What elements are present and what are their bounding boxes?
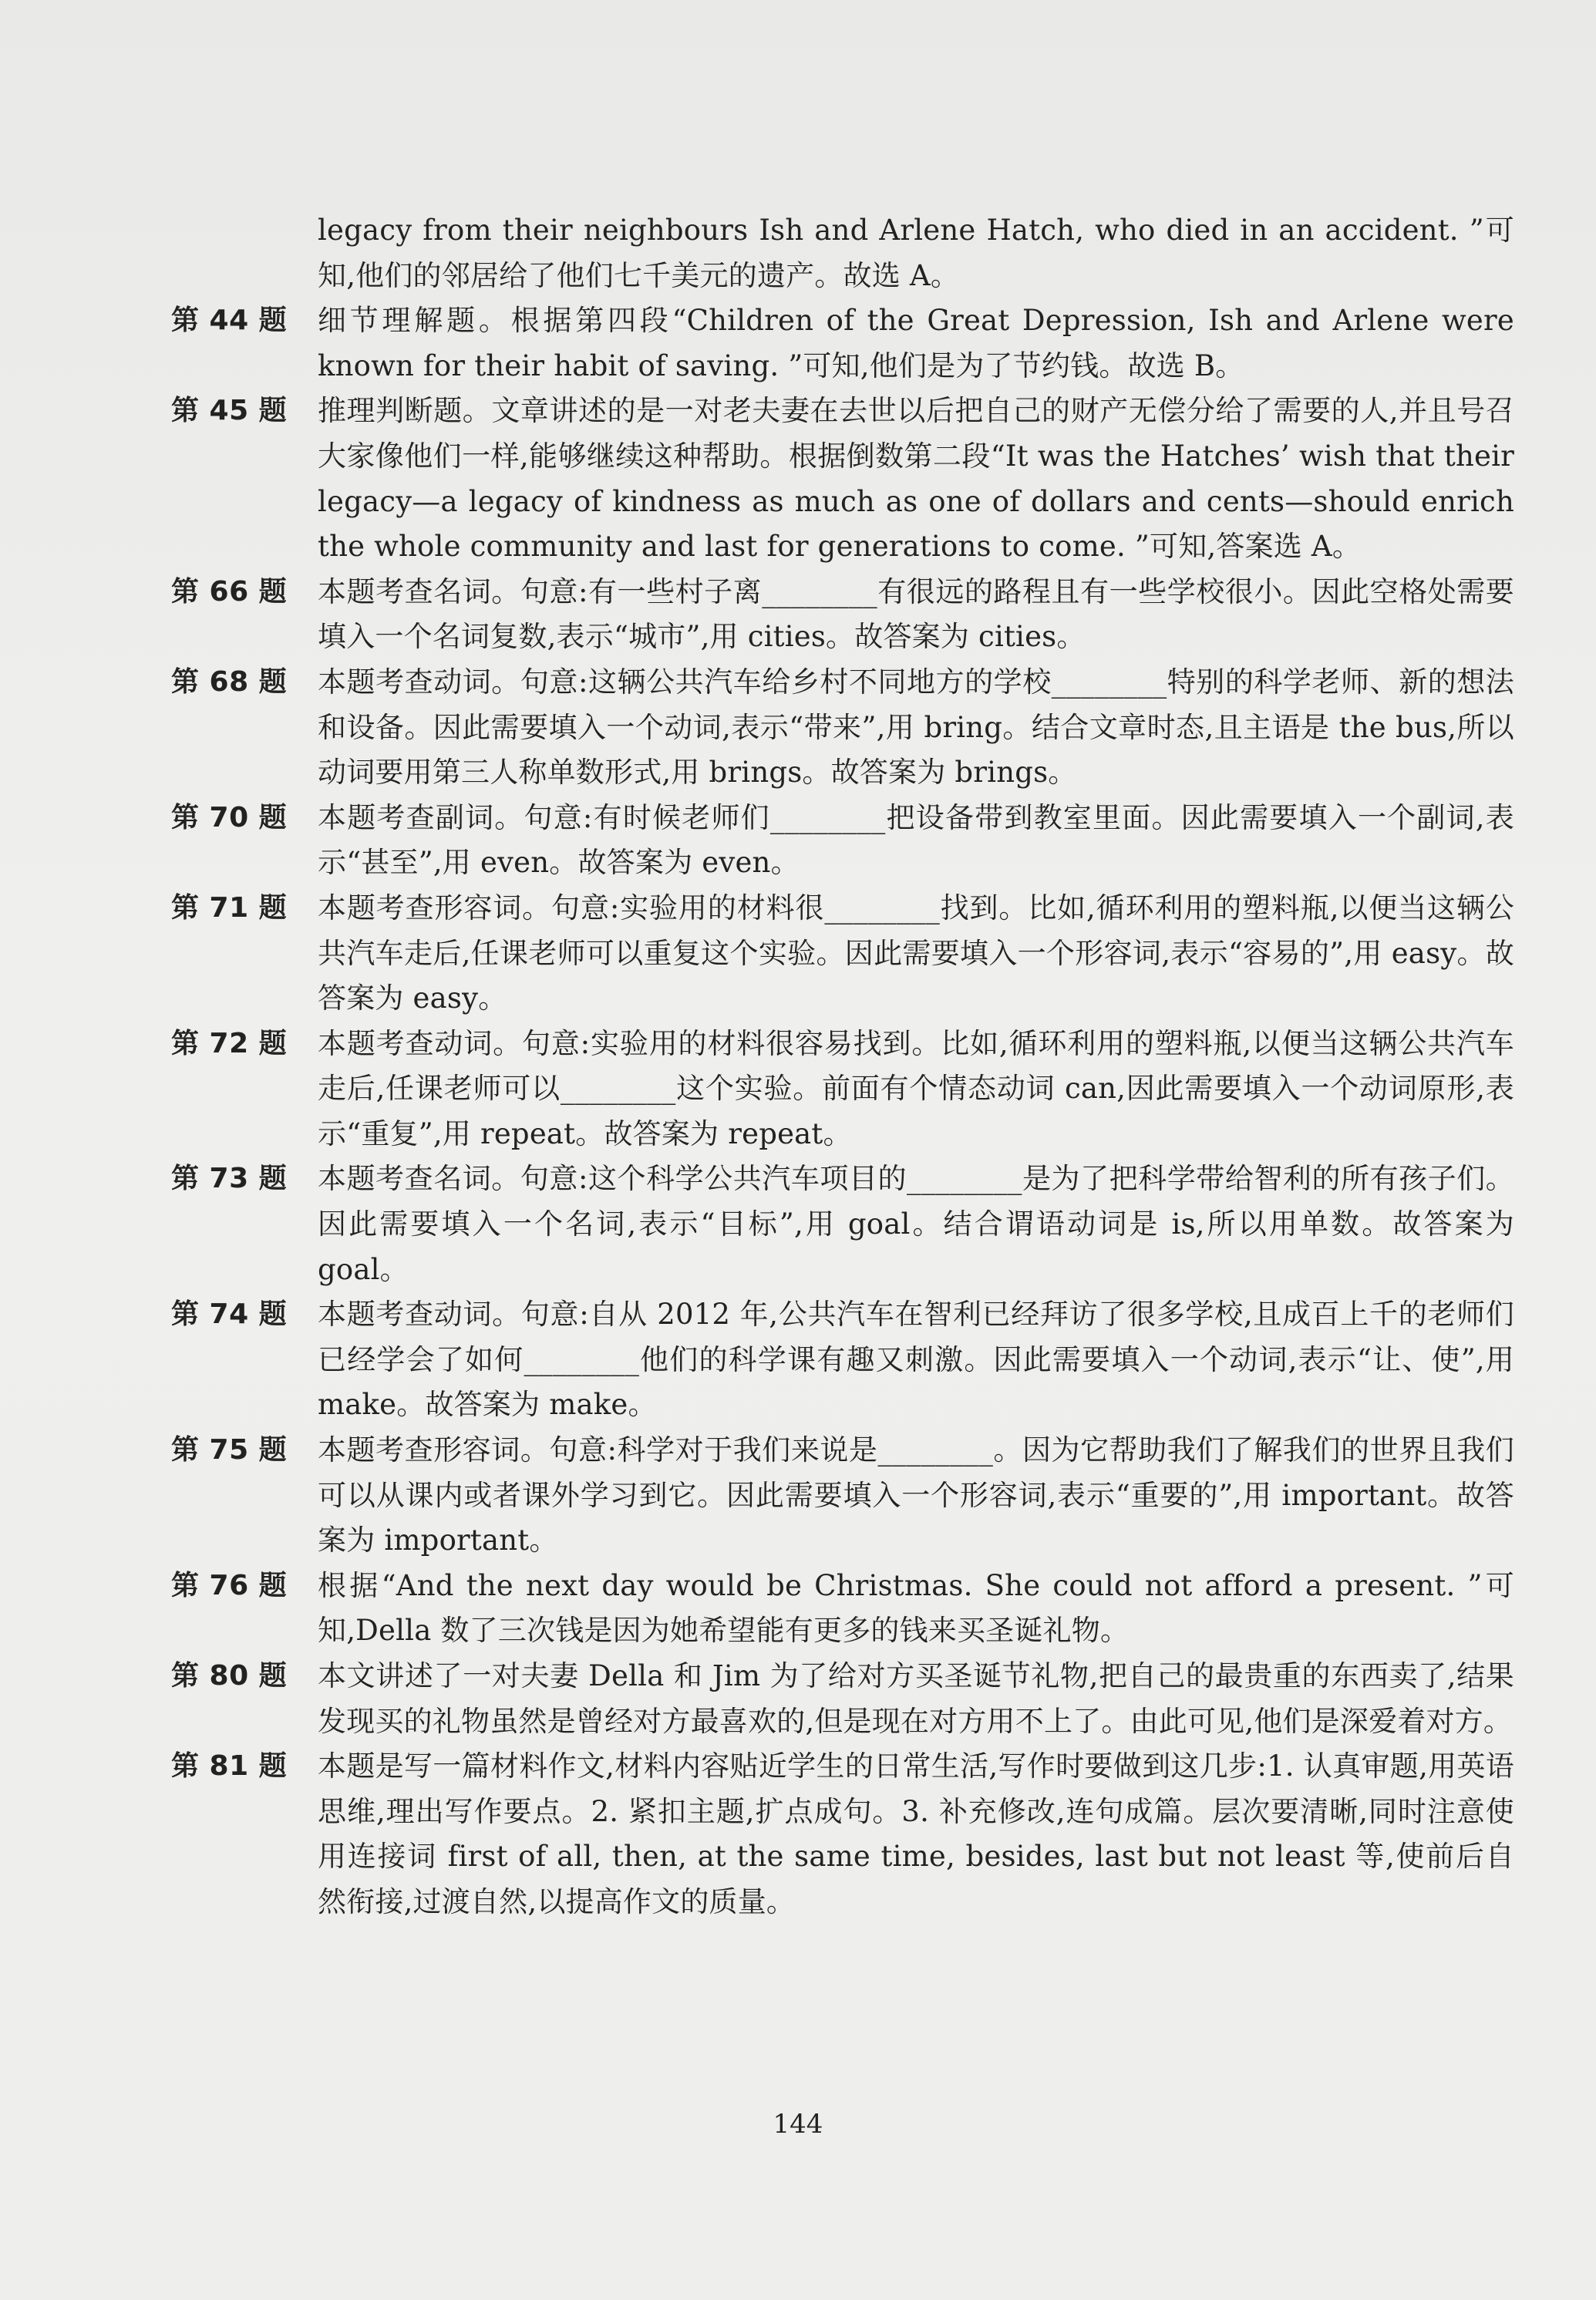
question-number: 第 80 题 bbox=[171, 1660, 288, 1692]
entry-list bbox=[171, 298, 1514, 1925]
question-number: 第 45 题 bbox=[171, 395, 288, 427]
answer-explanation: 本题考查名词。句意:这个科学公共汽车项目的________是为了把科学带给智利的所有孩子们。因此需要填入一个名词,表示“目标”,用 goal。结合谓语动词是 is,所以用单数。故答案为 goal。 bbox=[318, 1162, 1514, 1286]
answer-entry bbox=[171, 886, 1514, 1022]
question-number: 第 44 题 bbox=[171, 305, 288, 337]
answer-explanation: 细节理解题。根据第四段“Children of the Great Depression, Ish and Arlene were known for their habit of saving. ”可知,他们是为了节约钱。故选 B。 bbox=[318, 304, 1514, 382]
answer-content bbox=[171, 208, 1514, 1925]
answer-entry bbox=[171, 1564, 1514, 1654]
question-number: 第 72 题 bbox=[171, 1027, 288, 1059]
answer-entry bbox=[171, 1428, 1514, 1564]
question-number: 第 70 题 bbox=[171, 801, 288, 833]
answer-explanation: 推理判断题。文章讲述的是一对老夫妻在去世以后把自己的财产无偿分给了需要的人,并且号召大家像他们一样,能够继续这种帮助。根据倒数第二段“It was the Hatches’ wish that their legacy—a legacy of kindness as much as one of dollars and cents—should enrich the whole community and last for generations to come. ”可知,答案选 A。 bbox=[318, 394, 1514, 564]
answer-entry bbox=[171, 389, 1514, 569]
answer-entry bbox=[171, 1157, 1514, 1292]
answer-explanation: 本文讲述了一对夫妻 Della 和 Jim 为了给对方买圣诞节礼物,把自己的最贵重的东西卖了,结果发现买的礼物虽然是曾经对方最喜欢的,但是现在对方用不上了。由此可见,他们是深爱着对方。 bbox=[318, 1659, 1514, 1738]
page-number: 144 bbox=[773, 2109, 823, 2140]
answer-explanation: 根据“And the next day would be Christmas. She could not afford a present. ”可知,Della 数了三次钱是因为她希望能有更多的钱来买圣诞礼物。 bbox=[318, 1568, 1514, 1648]
question-number: 第 71 题 bbox=[171, 891, 288, 924]
question-number: 第 66 题 bbox=[171, 575, 288, 608]
question-number: 第 74 题 bbox=[171, 1298, 288, 1331]
answer-explanation: 本题考查动词。句意:自从 2012 年,公共汽车在智利已经拜访了很多学校,且成百上千的老师们已经学会了如何________他们的科学课有趣又刺激。因此需要填入一个动词,表示“让、使”,用 make。故答案为 make。 bbox=[318, 1298, 1514, 1422]
answer-entry bbox=[171, 1292, 1514, 1428]
answer-explanation: 本题是写一篇材料作文,材料内容贴近学生的日常生活,写作时要做到这几步:1. 认真审题,用英语思维,理出写作要点。2. 紧扣主题,扩点成句。3. 补充修改,连句成篇。层次要清晰,同时注意使用连接词 first of all, then, at the same time, besides, last but not least 等,使前后自然衔接,过渡自然,以提高作文的质量。 bbox=[318, 1749, 1514, 1918]
answer-entry bbox=[171, 1744, 1514, 1925]
answer-entry bbox=[171, 570, 1514, 660]
continued-text: legacy from their neighbours Ish and Arlene Hatch, who died in an accident. ”可知,他们的邻居给了他们七千美元的遗产。故选 A。 bbox=[318, 214, 1514, 292]
answer-entry bbox=[171, 660, 1514, 796]
answer-explanation: 本题考查形容词。句意:实验用的材料很________找到。比如,循环利用的塑料瓶,以便当这辆公共汽车走后,任课老师可以重复这个实验。因此需要填入一个形容词,表示“容易的”,用 easy。故答案为 easy。 bbox=[318, 891, 1514, 1015]
question-number: 第 75 题 bbox=[171, 1434, 288, 1467]
answer-entry bbox=[171, 1022, 1514, 1157]
answer-entry bbox=[171, 796, 1514, 886]
answer-explanation: 本题考查副词。句意:有时候老师们________把设备带到教室里面。因此需要填入一个副词,表示“甚至”,用 even。故答案为 even。 bbox=[318, 800, 1514, 880]
answer-entry bbox=[171, 298, 1514, 389]
question-number: 第 81 题 bbox=[171, 1750, 288, 1783]
answer-entry bbox=[171, 1654, 1514, 1744]
continued-paragraph bbox=[171, 208, 1514, 298]
question-number: 第 73 题 bbox=[171, 1163, 288, 1195]
question-number: 第 68 题 bbox=[171, 665, 288, 698]
answer-explanation: 本题考查名词。句意:有一些村子离________有很远的路程且有一些学校很小。因此空格处需要填入一个名词复数,表示“城市”,用 cities。故答案为 cities。 bbox=[318, 574, 1514, 654]
answer-explanation: 本题考查动词。句意:这辆公共汽车给乡村不同地方的学校________特别的科学老师、新的想法和设备。因此需要填入一个动词,表示“带来”,用 bring。结合文章时态,且主语是 the bus,所以动词要用第三人称单数形式,用 brings。故答案为 brings。 bbox=[318, 665, 1514, 790]
answer-explanation: 本题考查形容词。句意:科学对于我们来说是________。因为它帮助我们了解我们的世界且我们可以从课内或者课外学习到它。因此需要填入一个形容词,表示“重要的”,用 important。故答案为 important。 bbox=[318, 1433, 1514, 1557]
question-number: 第 76 题 bbox=[171, 1569, 288, 1601]
answer-explanation: 本题考查动词。句意:实验用的材料很容易找到。比如,循环利用的塑料瓶,以便当这辆公共汽车走后,任课老师可以________这个实验。前面有个情态动词 can,因此需要填入一个动词原形,表示“重复”,用 repeat。故答案为 repeat。 bbox=[318, 1026, 1514, 1150]
